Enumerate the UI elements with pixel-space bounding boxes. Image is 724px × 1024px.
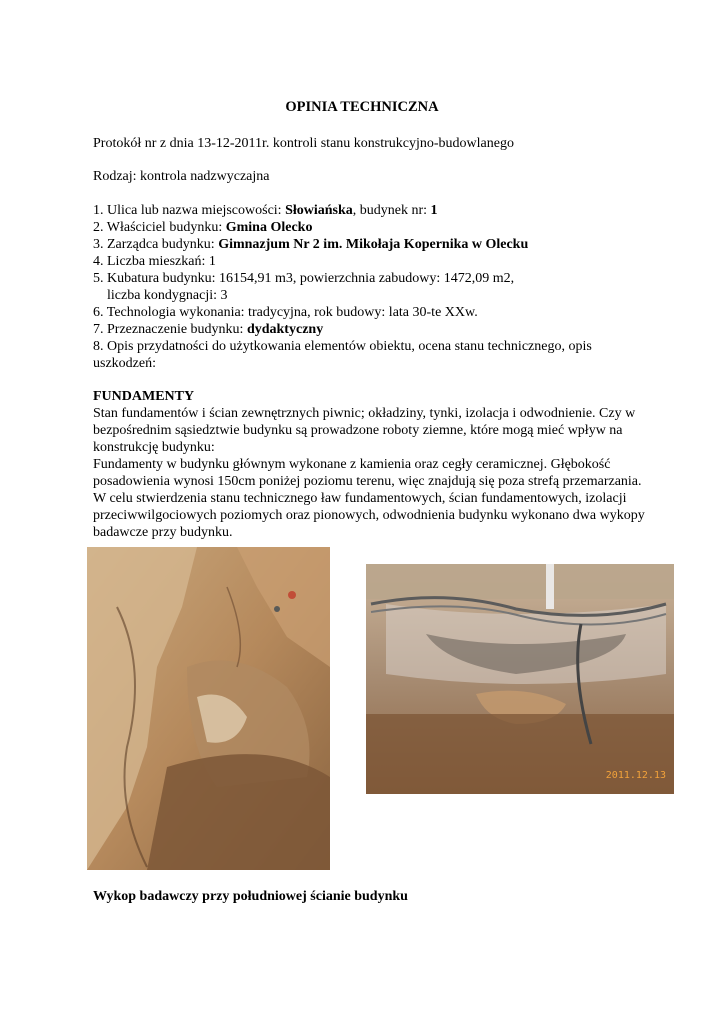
paragraph-line: badawcze przy budynku. [93,525,233,540]
item-owner-label: 2. Właściciel budynku: [93,220,226,235]
inspection-kind: Rodzaj: kontrola nadzwyczajna [93,169,270,184]
paragraph-line: Stan fundamentów i ścian zewnętrznych piwnic; okładziny, tynki, izolacja i odwodnienie. Czy w [93,406,636,421]
paragraph-line: przeciwwilgociowych poziomych oraz pionowych, odwodnienia budynku wykonano dwa wykopy [93,508,645,523]
paragraph-line: konstrukcję budynku: [93,440,215,455]
item-owner [93,219,312,236]
page-title: OPINIA TECHNICZNA [285,99,439,115]
street-name: Słowiańska [285,203,353,218]
photo-date-stamp: 2011.12.13 [605,770,666,781]
item-floors: liczba kondygnacji: 3 [107,288,228,303]
item-purpose [93,321,323,338]
purpose-value: dydaktyczny [246,322,324,337]
building-number: 1 [430,203,438,218]
item-volume: 5. Kubatura budynku: 16154,91 m3, powierzchnia zabudowy: 1472,09 m2, [93,271,515,286]
building-number-label: , budynek nr: [352,203,431,218]
item-technology: 6. Technologia wykonania: tradycyjna, rok budowy: lata 30-te XXw. [93,305,478,320]
paragraph-line: bezpośrednim sąsiedztwie budynku są prowadzone roboty ziemne, które mogą mieć wpływ na [93,423,623,438]
paragraph-line: posadowienia wynosi 150cm poniżej poziomu terenu, więc znajdują się poza strefą przemarzania. [93,474,642,489]
item-address [93,202,438,219]
manager-value: Gimnazjum Nr 2 im. Mikołaja Kopernika w Olecku [218,237,529,252]
owner-value: Gmina Olecko [225,220,313,235]
protocol-line: Protokół nr z dnia 13-12-2011r. kontroli stanu konstrukcyjno-budowlanego [93,136,514,151]
photo-caption: Wykop badawczy przy południowej ścianie budynku [93,889,408,904]
item-description-cont: uszkodzeń: [93,356,156,371]
item-manager [93,236,528,253]
excavation-photo-left [87,547,330,870]
item-purpose-label: 7. Przeznaczenie budynku: [93,322,247,337]
section-heading: FUNDAMENTY [93,389,195,404]
item-apartments: 4. Liczba mieszkań: 1 [93,254,216,269]
paragraph-line: Fundamenty w budynku głównym wykonane z kamienia oraz cegły ceramicznej. Głębokość [93,457,611,472]
item-address-label: 1. Ulica lub nazwa miejscowości: [93,203,286,218]
item-description: 8. Opis przydatności do użytkowania elementów obiektu, ocena stanu technicznego, opis [93,339,592,354]
excavation-photo-right [366,564,674,794]
paragraph-line: W celu stwierdzenia stanu technicznego ław fundamentowych, ścian fundamentowych, izolacji [93,491,627,506]
item-manager-label: 3. Zarządca budynku: [93,237,219,252]
